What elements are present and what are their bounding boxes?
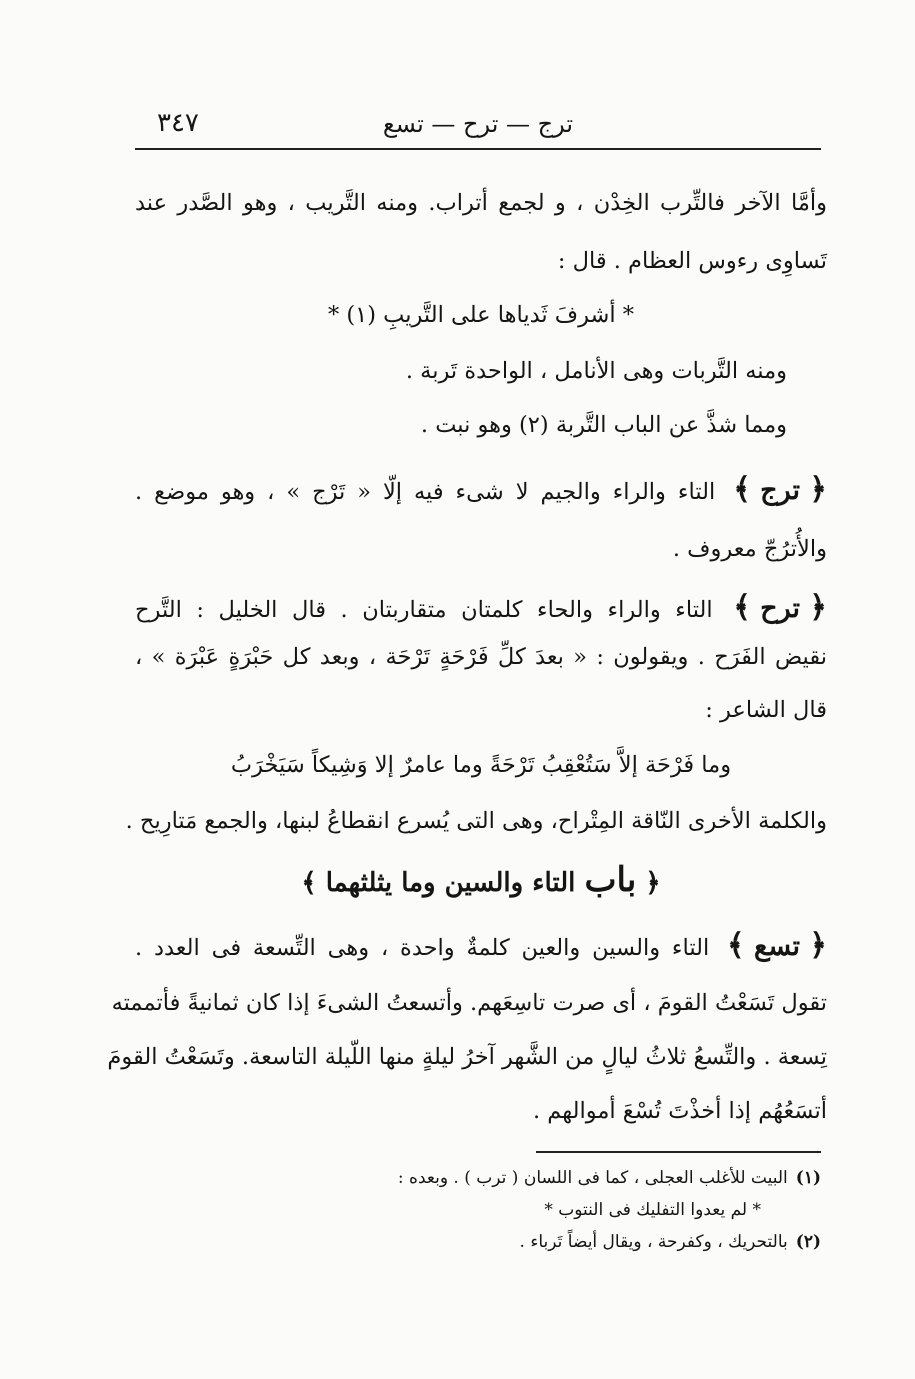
text-line: والكلمة الأخرى النّاقة المِتْراح، وهى التى يُسرع انقطاعُ لبنها، والجمع مَتارِيح . [125, 808, 827, 834]
footnote-number: (٢) [795, 1232, 821, 1252]
footnote-1-verse: * لم يعدوا التفليك فى النتوب * [544, 1200, 761, 1220]
text-line: ومنه التَّربات وهى الأنامل ، الواحدة تَربة . [405, 358, 787, 384]
footnote-1 [300, 1168, 821, 1188]
footnote-text: بالتحريك ، وكفرحة ، ويقال أيضاً تَرباء . [519, 1232, 788, 1252]
headword-tarj: ﴿ ترج ﴾ [733, 472, 827, 507]
text-line: والأُترُجّ معروف . [672, 536, 827, 562]
verse-line: وما فَرْحَة إلاَّ سَتُعْقِبُ تَرْحَةً وما عامرٌ إلا وَشِيكاً سَيَخْرَبُ [230, 752, 732, 778]
entry-text: التاء والسين والعين كلمةٌ واحدة ، وهى التِّسعة فى العدد . [135, 935, 710, 961]
footnote-text: البيت للأغلب العجلى ، كما فى اللسان ( ترب ) . وبعده : [397, 1168, 788, 1188]
text-line: تَساوِى رءوس العظام . قال : [557, 248, 827, 274]
chapter-heading: ﴿ باب التاء والسين وما يثلثهما ﴾ [301, 860, 661, 900]
text-line: تقول تَسَعْتُ القومَ ، أى صرت تاسِعَهم. وأتسعتُ الشىءَ إذا كان ثمانيةً فأتممته [111, 990, 827, 1016]
text-line: ومما شذَّ عن الباب التَّربة (٢) وهو نبت . [420, 412, 787, 438]
text-line: نقيض الفَرَح . ويقولون : « بعدَ كلِّ فَرْحَةٍ تَرْحَة ، وبعد كل حَبْرَةٍ عَبْرَة » ، [135, 644, 827, 670]
text-line: قال الشاعر : [705, 697, 827, 723]
page-number: ٣٤٧ [157, 108, 199, 138]
page-header [135, 108, 821, 150]
text-line: أتسَعُهُم إذا أخذْتَ تُسْعَ أموالهم . [532, 1098, 827, 1124]
headword-tarh: ﴿ ترح ﴾ [733, 590, 827, 625]
entry-tarj [135, 472, 827, 508]
text-line: وأمَّا الآخر فالتِّرب الخِدْن ، و لجمع أتراب. ومنه التَّريب ، وهو الصَّدر عند [135, 190, 827, 216]
footnote-divider [536, 1151, 821, 1153]
running-title: ترج — ترح — تسع [382, 110, 574, 138]
entry-text: التاء والراء والحاء كلمتان متقاربتان . قال الخليل : التَّرح [135, 597, 713, 623]
headword-tasa: ﴿ تسع ﴾ [727, 928, 827, 963]
entry-tasa [135, 928, 827, 964]
verse-line: * أشرفَ ثَدياها على التَّريبِ (١) * [327, 302, 635, 328]
footnote-2 [300, 1232, 821, 1252]
entry-text: التاء والراء والجيم لا شىء فيه إلّا « تَرْج » ، وهو موضع . [135, 479, 716, 505]
entry-tarh [135, 590, 827, 626]
text-line: تِسعة . والتِّسعُ ثلاثُ ليالٍ من الشَّهر آخرُ ليلةٍ منها اللّيلة التاسعة. وتَسَعْتُ القومَ [107, 1044, 827, 1070]
footnote-number: (١) [795, 1168, 821, 1188]
